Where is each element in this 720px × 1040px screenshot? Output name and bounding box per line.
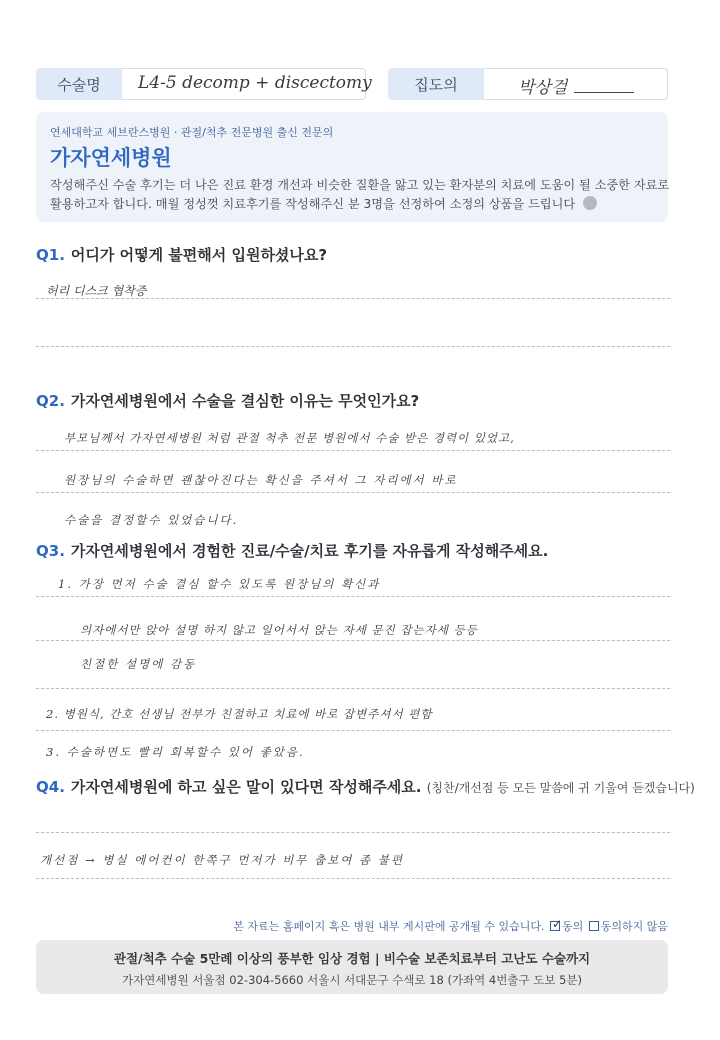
answer-line xyxy=(36,346,670,347)
surgery-name-value: L4-5 decomp + discectomy xyxy=(138,73,372,93)
intro-panel xyxy=(36,112,668,222)
surgeon-label: 집도의 xyxy=(388,68,484,100)
answer-3-line-1: 1. 가장 먼저 수술 결심 할수 있도록 원장님의 확신과 xyxy=(58,577,381,591)
answer-line xyxy=(36,730,670,731)
answer-line xyxy=(36,450,670,451)
check-mark-icon: ✓ xyxy=(551,917,563,931)
surgeon-field[interactable] xyxy=(484,68,668,100)
consent-row xyxy=(233,918,668,934)
answer-2-line-2: 원장님의 수술하면 괜찮아진다는 확신을 주셔서 그 자리에서 바로 xyxy=(64,473,458,487)
question-number: Q1. xyxy=(36,246,65,264)
question-text: 가자연세병원에 하고 싶은 말이 있다면 작성해주세요. xyxy=(70,778,422,796)
answer-line xyxy=(36,688,670,689)
question-number: Q4. xyxy=(36,778,65,796)
answer-2-line-1: 부모님께서 가자연세병원 처럼 관절 척추 전문 병원에서 수술 받은 경력이 있었고, xyxy=(64,431,515,445)
hospital-title: 가자연세병원 xyxy=(50,146,172,170)
answer-3-line-2: 의자에서만 앉아 설명 하지 않고 일어서서 앉는 자세 문진 잡는자세 등등 xyxy=(80,623,478,637)
question-4 xyxy=(36,776,695,797)
question-text: 가자연세병원에서 경험한 진료/수술/치료 후기를 자유롭게 작성해주세요. xyxy=(70,542,549,560)
surgery-name-field[interactable] xyxy=(122,68,372,100)
question-3 xyxy=(36,540,548,561)
intro-subtitle: 연세대학교 세브란스병원 · 관절/척추 전문병원 출신 전문의 xyxy=(50,126,334,139)
footer-band xyxy=(36,940,668,994)
surgeon-value: 박상걸 xyxy=(518,78,568,98)
footer-tagline: 관절/척추 수술 5만례 이상의 풍부한 임상 경험 | 비수술 보존치료부터 고난도 수술까지 xyxy=(113,951,591,966)
answer-4-line-1: 개선점 → 병실 에어컨이 한쪽구 먼저가 비무 춥보여 좀 불편 xyxy=(40,853,405,867)
signature-underline xyxy=(574,92,634,93)
answer-line xyxy=(36,298,670,299)
answer-line xyxy=(36,832,670,833)
consent-text: 본 자료는 홈페이지 혹은 병원 내부 게시판에 공개될 수 있습니다. xyxy=(233,920,545,933)
answer-3-line-4: 2. 병원식, 간호 선생님 전부가 친절하고 치료에 바로 잡변주셔서 편함 xyxy=(46,707,433,721)
answer-line xyxy=(36,596,670,597)
footer-contact: 가자연세병원 서울점 02-304-5660 서울시 서대문구 수색로 18 (가좌역 4번출구 도보 5분) xyxy=(122,973,582,987)
answer-line xyxy=(36,492,670,493)
question-number: Q2. xyxy=(36,392,65,410)
smile-icon xyxy=(583,196,597,210)
agree-label: 동의 xyxy=(561,920,584,933)
question-note: (칭찬/개선점 등 모든 말씀에 귀 기울여 듣겠습니다) xyxy=(426,781,695,795)
disagree-label: 동의하지 않음 xyxy=(600,920,668,933)
answer-3-line-5: 3. 수술하면도 빨리 회복할수 있어 좋았음. xyxy=(46,745,305,759)
disagree-checkbox[interactable] xyxy=(589,921,599,931)
answer-line xyxy=(36,878,670,879)
question-number: Q3. xyxy=(36,542,65,560)
surgery-name-label: 수술명 xyxy=(36,68,122,100)
intro-text xyxy=(50,176,670,214)
answer-3-line-3: 친절한 설명에 감동 xyxy=(80,657,197,671)
answer-line xyxy=(36,640,670,641)
answer-1-line-1: 허리 디스크 협착증 xyxy=(46,284,147,298)
question-text: 가자연세병원에서 수술을 결심한 이유는 무엇인가요? xyxy=(70,392,420,410)
question-2 xyxy=(36,390,419,411)
answer-2-line-3: 수술을 결정할수 있었습니다. xyxy=(64,513,239,527)
question-1 xyxy=(36,244,327,265)
intro-description: 작성해주신 수술 후기는 더 나은 진료 환경 개선과 비슷한 질환을 앓고 있는 환자분의 치료에 도움이 될 소중한 자료로 활용하고자 합니다. 매월 정성껏 치료후기를 작성해주신 분 3명을 선정하여 소정의 상품을 드립니다 xyxy=(50,178,670,211)
question-text: 어디가 어떻게 불편해서 입원하셨나요? xyxy=(70,246,328,264)
agree-checkbox[interactable] xyxy=(550,917,563,931)
